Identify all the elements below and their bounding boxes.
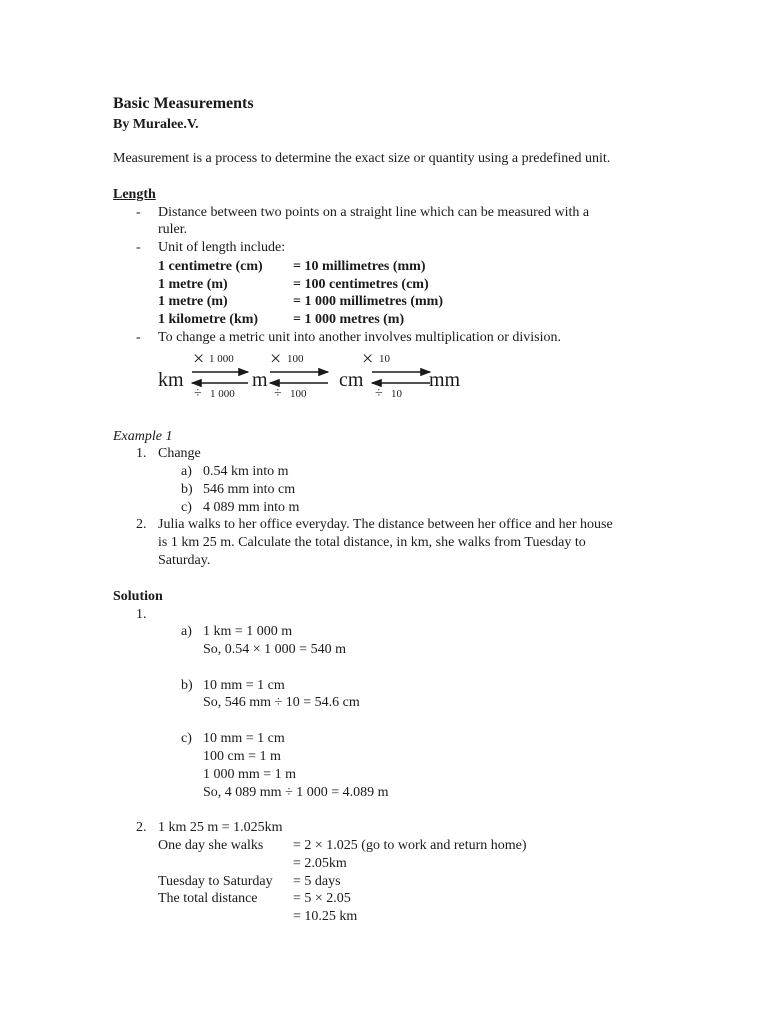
- example-q2-line: Julia walks to her office everyday. The distance between her office and her house: [158, 517, 613, 532]
- example-q2-line: is 1 km 25 m. Calculate the total distance, in km, she walks from Tuesday to: [158, 535, 586, 550]
- solution-heading: Solution: [113, 589, 163, 604]
- times-sign: ×: [270, 348, 282, 370]
- multiply-label: 1 000: [209, 353, 234, 365]
- unit-left: 1 centimetre (cm): [158, 259, 263, 274]
- multiply-label: 10: [379, 353, 390, 365]
- length-bullet-1-cont: ruler.: [158, 222, 188, 237]
- bullet-dash: -: [136, 205, 141, 220]
- example-q1: Change: [158, 446, 201, 461]
- part-label: a): [181, 624, 192, 639]
- bullet-dash: -: [136, 240, 141, 255]
- part-text: 4 089 mm into m: [203, 500, 300, 515]
- unit-cm: cm: [339, 369, 364, 391]
- unit-left: 1 metre (m): [158, 277, 228, 292]
- unit-right: = 1 000 metres (m): [293, 312, 405, 327]
- solution-2-label: One day she walks: [158, 838, 264, 853]
- solution-c-line: 100 cm = 1 m: [203, 749, 281, 764]
- solution-2-value: = 10.25 km: [293, 909, 358, 924]
- list-number: 2.: [136, 517, 147, 532]
- unit-mm: mm: [429, 369, 461, 391]
- part-label: a): [181, 464, 192, 479]
- multiply-label: 100: [287, 353, 304, 365]
- document-title: Basic Measurements: [113, 95, 254, 112]
- divide-label: 100: [290, 388, 307, 400]
- solution-a-line: So, 0.54 × 1 000 = 540 m: [203, 642, 346, 657]
- divide-label: 1 000: [210, 388, 235, 400]
- solution-c-line: 1 000 mm = 1 m: [203, 767, 297, 782]
- list-number: 1.: [136, 446, 147, 461]
- divide-sign: ÷: [375, 386, 383, 401]
- intro-paragraph: Measurement is a process to determine the exact size or quantity using a predefined unit.: [113, 151, 611, 166]
- length-bullet-1: Distance between two points on a straight line which can be measured with a: [158, 205, 590, 220]
- solution-c-line: So, 4 089 mm ÷ 1 000 = 4.089 m: [203, 785, 389, 800]
- times-sign: ×: [193, 348, 205, 370]
- unit-right: = 100 centimetres (cm): [293, 277, 429, 292]
- unit-right: = 10 millimetres (mm): [293, 259, 426, 274]
- solution-2-first: 1 km 25 m = 1.025km: [158, 820, 283, 835]
- part-label: c): [181, 731, 192, 746]
- part-label: b): [181, 678, 193, 693]
- list-number: 1.: [136, 607, 147, 622]
- solution-b-line: So, 546 mm ÷ 10 = 54.6 cm: [203, 695, 360, 710]
- solution-c-line: 10 mm = 1 cm: [203, 731, 285, 746]
- unit-km: km: [158, 369, 184, 391]
- length-bullet-3: To change a metric unit into another involves multiplication or division.: [158, 330, 561, 345]
- example-heading: Example 1: [113, 429, 173, 444]
- part-text: 546 mm into cm: [203, 482, 296, 497]
- list-number: 2.: [136, 820, 147, 835]
- solution-2-label: Tuesday to Saturday: [158, 874, 273, 889]
- author-line: By Muralee.V.: [113, 117, 199, 132]
- part-text: 0.54 km into m: [203, 464, 289, 479]
- example-q2-line: Saturday.: [158, 553, 211, 568]
- solution-2-label: The total distance: [158, 891, 258, 906]
- unit-left: 1 metre (m): [158, 294, 228, 309]
- solution-2-value: = 5 × 2.05: [293, 891, 351, 906]
- divide-sign: ÷: [194, 386, 202, 401]
- solution-2-value: = 5 days: [293, 874, 341, 889]
- unit-left: 1 kilometre (km): [158, 312, 259, 327]
- divide-sign: ÷: [274, 386, 282, 401]
- unit-m: m: [252, 369, 268, 391]
- solution-2-value: = 2 × 1.025 (go to work and return home): [293, 838, 527, 853]
- part-label: b): [181, 482, 193, 497]
- times-sign: ×: [362, 348, 374, 370]
- divide-label: 10: [391, 388, 402, 400]
- unit-right: = 1 000 millimetres (mm): [293, 294, 444, 309]
- solution-b-line: 10 mm = 1 cm: [203, 678, 285, 693]
- part-label: c): [181, 500, 192, 515]
- solution-2-value: = 2.05km: [293, 856, 347, 871]
- solution-a-line: 1 km = 1 000 m: [203, 624, 293, 639]
- length-heading: Length: [113, 187, 156, 202]
- length-bullet-2: Unit of length include:: [158, 240, 286, 255]
- bullet-dash: -: [136, 330, 141, 345]
